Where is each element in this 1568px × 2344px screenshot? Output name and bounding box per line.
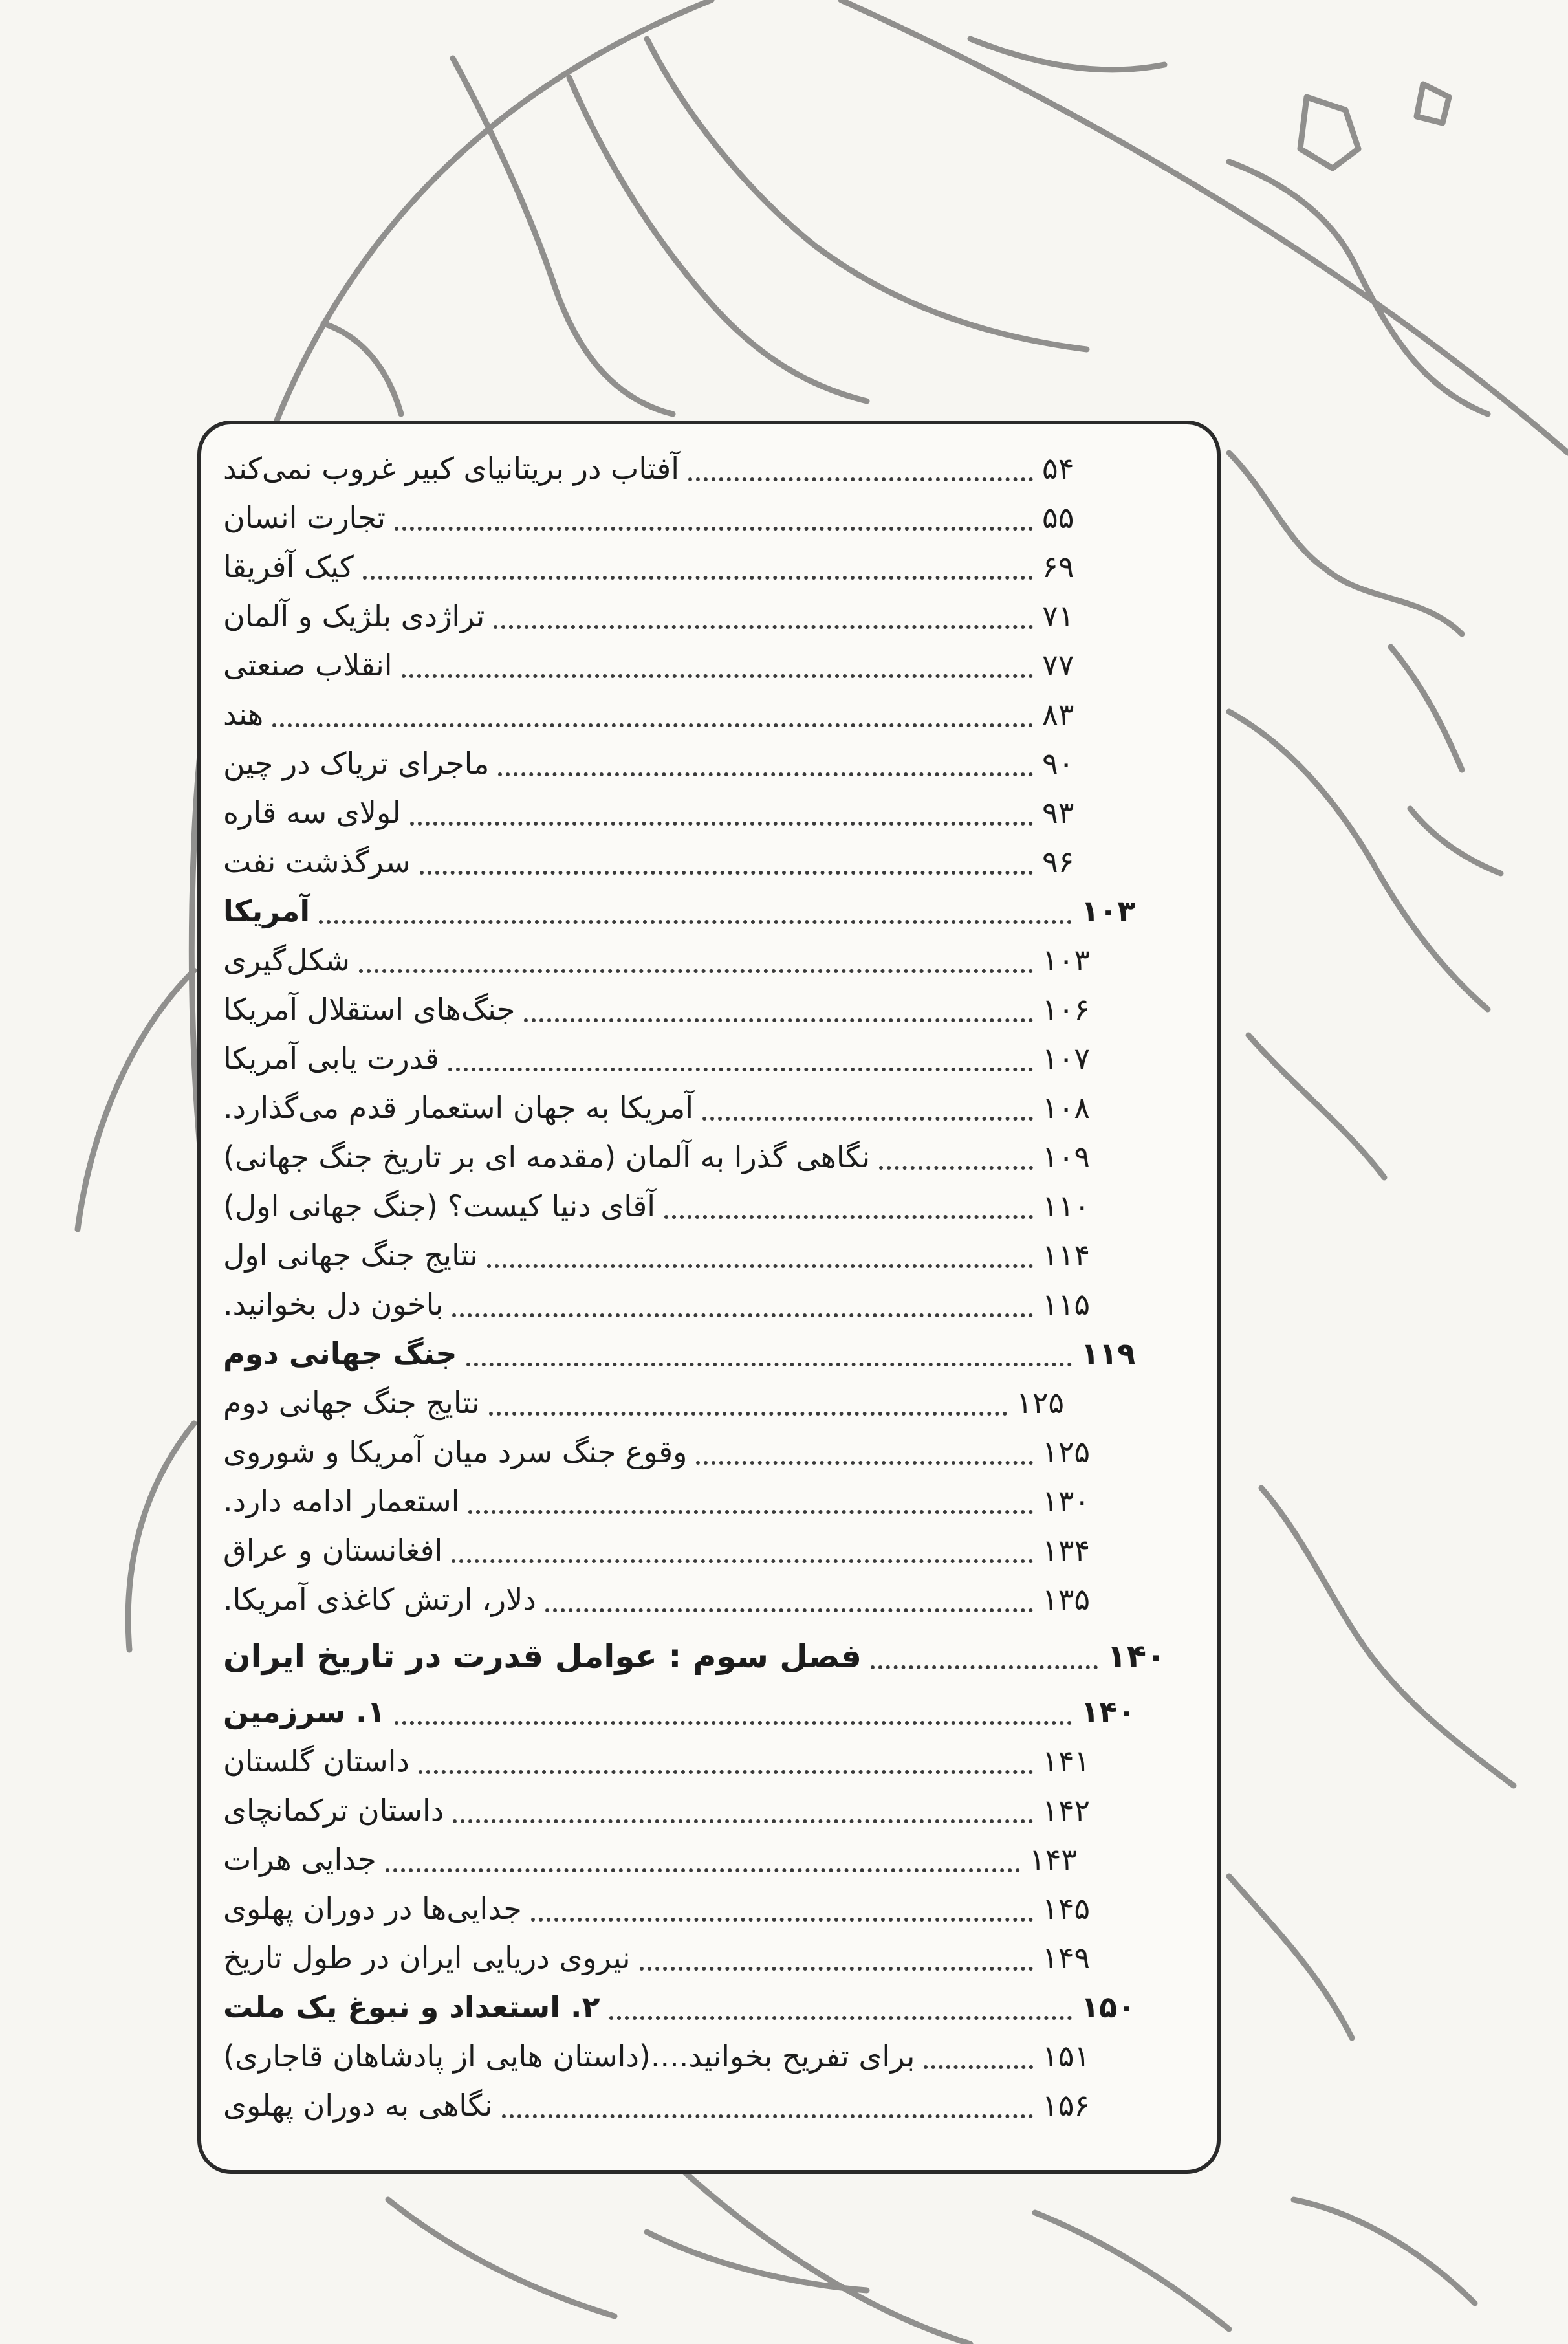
toc-entry-title: داستان گلستان — [223, 1744, 409, 1779]
toc-dot-leader — [359, 969, 1033, 973]
toc-entry-page-number: ۱۴۰ — [1081, 1694, 1136, 1729]
toc-entry-page-number: ۱۲۵ — [1016, 1385, 1065, 1420]
toc-dot-leader — [609, 2016, 1072, 2020]
toc-entry-title: نیروی دریایی ایران در طول تاریخ — [223, 1940, 631, 1975]
toc-dot-leader — [498, 772, 1033, 776]
toc-entry-title: جنگ‌های استقلال آمریکا — [223, 992, 516, 1027]
toc-dot-leader — [395, 527, 1033, 531]
toc-dot-leader — [487, 1264, 1033, 1268]
toc-entry-page-number: ۵۴ — [1042, 451, 1074, 486]
toc-entry — [223, 837, 1113, 886]
toc-entry — [223, 1632, 1178, 1681]
toc-entry — [223, 886, 1152, 936]
toc-entry-page-number: ۱۱۰ — [1042, 1188, 1091, 1223]
toc-dot-leader — [545, 1608, 1033, 1612]
toc-entry-title: آقای دنیا کیست؟ (جنگ جهانی اول) — [223, 1188, 656, 1223]
toc-entry-page-number: ۱۴۲ — [1042, 1793, 1091, 1828]
toc-dot-leader — [871, 1665, 1098, 1669]
toc-dot-leader — [924, 2065, 1033, 2069]
toc-entry-title: دلار، ارتش کاغذی آمریکا. — [223, 1582, 536, 1617]
toc-entry-title: وقوع جنگ سرد میان آمریکا و شوروی — [223, 1434, 688, 1469]
toc-entry-page-number: ۱۱۴ — [1042, 1238, 1091, 1273]
toc-dot-leader — [419, 1770, 1033, 1774]
toc-entry — [223, 1034, 1113, 1083]
toc-entry-title: نگاهی به دوران پهلوی — [223, 2088, 493, 2123]
toc-entry — [223, 1181, 1113, 1231]
toc-entry-page-number: ۱۰۷ — [1042, 1041, 1091, 1076]
toc-entry — [223, 1427, 1113, 1476]
toc-dot-leader — [531, 1918, 1033, 1922]
toc-entry — [223, 1526, 1113, 1575]
toc-dot-leader — [524, 1018, 1033, 1022]
toc-entry — [223, 1575, 1113, 1624]
toc-dot-leader — [420, 871, 1033, 875]
toc-entry-title: شکل‌گیری — [223, 943, 350, 978]
toc-dot-leader — [272, 723, 1033, 727]
toc-entry-title: فصل سوم : عوامل قدرت در تاریخ ایران — [223, 1638, 862, 1675]
toc-dot-leader — [466, 1363, 1072, 1366]
toc-entry-title: نگاهی گذرا به آلمان (مقدمه ای بر تاریخ جنگ جهانی) — [223, 1139, 871, 1174]
toc-dot-leader — [688, 477, 1033, 481]
toc-entry-page-number: ۸۳ — [1042, 697, 1074, 732]
toc-entry-page-number: ۵۵ — [1042, 500, 1074, 535]
toc-entry — [223, 591, 1113, 641]
table-of-contents-box — [197, 421, 1221, 2174]
toc-dot-leader — [363, 576, 1033, 580]
toc-dot-leader — [468, 1510, 1033, 1514]
toc-entry-title: نتایج جنگ جهانی اول — [223, 1238, 478, 1273]
toc-entry — [223, 739, 1113, 788]
toc-dot-leader — [453, 1819, 1033, 1823]
toc-dot-leader — [452, 1559, 1033, 1563]
toc-entry-page-number: ۹۳ — [1042, 795, 1074, 830]
toc-entry — [223, 1280, 1113, 1329]
toc-entry-page-number: ۱۰۳ — [1081, 893, 1136, 928]
toc-entry — [223, 542, 1113, 591]
toc-dot-leader — [879, 1166, 1033, 1170]
toc-entry-page-number: ۶۹ — [1042, 549, 1074, 584]
toc-entry-page-number: ۱۰۸ — [1042, 1090, 1091, 1125]
toc-entry — [223, 444, 1113, 493]
toc-entry — [223, 690, 1113, 739]
toc-entry-title: کیک آفریقا — [223, 549, 354, 584]
toc-entry-page-number: ۱۵۱ — [1042, 2039, 1091, 2074]
toc-entry — [223, 1329, 1152, 1378]
toc-entry-title: جدایی‌ها در دوران پهلوی — [223, 1891, 522, 1926]
toc-entry-title: انقلاب صنعتی — [223, 648, 393, 683]
toc-entry-title: آفتاب در بریتانیای کبیر غروب نمی‌کند — [223, 451, 680, 486]
toc-entry-title: آمریکا به جهان استعمار قدم می‌گذارد. — [223, 1090, 693, 1125]
toc-entry — [223, 2032, 1113, 2081]
toc-entry-title: افغانستان و عراق — [223, 1533, 443, 1568]
toc-dot-leader — [386, 1868, 1020, 1872]
toc-entry-page-number: ۱۳۰ — [1042, 1484, 1091, 1518]
toc-entry — [223, 1736, 1113, 1786]
toc-entry-title: آمریکا — [223, 893, 310, 928]
toc-dot-leader — [489, 1412, 1007, 1416]
toc-entry — [223, 1231, 1113, 1280]
toc-entry-title: برای تفریح بخوانید....(داستان هایی از پادشاهان قاجاری) — [223, 2039, 915, 2074]
toc-entry-title: ۱. سرزمین — [223, 1694, 386, 1729]
toc-dot-leader — [494, 625, 1033, 629]
table-of-contents — [201, 424, 1217, 2170]
toc-dot-leader — [696, 1461, 1033, 1465]
toc-dot-leader — [640, 1967, 1033, 1971]
toc-entry-title: تراژدی بلژیک و آلمان — [223, 598, 485, 633]
toc-dot-leader — [410, 822, 1033, 826]
toc-entry-title: باخون دل بخوانید. — [223, 1287, 444, 1322]
toc-entry — [223, 1933, 1113, 1982]
toc-entry-page-number: ۷۷ — [1042, 648, 1074, 683]
toc-entry-title: جدایی هرات — [223, 1842, 376, 1877]
toc-entry-title: ماجرای تریاک در چین — [223, 746, 490, 781]
toc-entry — [223, 985, 1113, 1034]
toc-entry — [223, 1884, 1113, 1933]
toc-entry — [223, 493, 1113, 542]
toc-entry — [223, 1378, 1087, 1427]
toc-entry-title: لولای سه قاره — [223, 795, 401, 830]
toc-entry — [223, 1982, 1152, 2032]
toc-dot-leader — [502, 2114, 1033, 2118]
toc-entry-title: ۲. استعداد و نبوغ یک ملت — [223, 1989, 600, 2024]
toc-dot-leader — [402, 674, 1033, 678]
toc-dot-leader — [448, 1068, 1033, 1071]
toc-entry-page-number: ۹۰ — [1042, 746, 1074, 781]
toc-entry-title: سرگذشت نفت — [223, 844, 411, 879]
toc-entry — [223, 1083, 1113, 1132]
toc-entry — [223, 1687, 1152, 1736]
toc-entry-page-number: ۱۴۱ — [1042, 1744, 1091, 1779]
toc-entry-page-number: ۹۶ — [1042, 844, 1074, 879]
toc-entry-title: داستان ترکمانچای — [223, 1793, 444, 1828]
toc-entry-page-number: ۱۴۳ — [1029, 1842, 1078, 1877]
toc-dot-leader — [319, 920, 1072, 924]
toc-entry-page-number: ۱۳۵ — [1042, 1582, 1091, 1617]
toc-entry-page-number: ۱۱۹ — [1081, 1336, 1136, 1371]
toc-entry — [223, 641, 1113, 690]
toc-dot-leader — [395, 1721, 1072, 1725]
toc-entry-page-number: ۱۴۵ — [1042, 1891, 1091, 1926]
toc-entry-page-number: ۱۲۵ — [1042, 1434, 1091, 1469]
toc-entry-page-number: ۱۵۶ — [1042, 2088, 1091, 2123]
toc-entry — [223, 2081, 1113, 2130]
toc-dot-leader — [452, 1313, 1033, 1317]
toc-entry — [223, 936, 1113, 985]
toc-entry-page-number: ۷۱ — [1042, 598, 1074, 633]
toc-dot-leader — [664, 1215, 1033, 1219]
toc-entry — [223, 1786, 1113, 1835]
toc-entry-page-number: ۱۰۳ — [1042, 943, 1091, 978]
toc-entry-title: قدرت یابی آمریکا — [223, 1041, 439, 1076]
toc-entry — [223, 788, 1113, 837]
toc-entry-page-number: ۱۱۵ — [1042, 1287, 1091, 1322]
toc-entry — [223, 1835, 1100, 1884]
toc-entry-page-number: ۱۵۰ — [1081, 1989, 1136, 2024]
toc-entry — [223, 1476, 1113, 1526]
toc-dot-leader — [702, 1117, 1033, 1121]
toc-entry-title: تجارت انسان — [223, 500, 386, 535]
toc-entry-page-number: ۱۰۶ — [1042, 992, 1091, 1027]
toc-entry-page-number: ۱۰۹ — [1042, 1139, 1091, 1174]
toc-entry-page-number: ۱۴۹ — [1042, 1940, 1091, 1975]
toc-entry-title: استعمار ادامه دارد. — [223, 1484, 460, 1518]
toc-entry-page-number: ۱۴۰ — [1107, 1638, 1166, 1675]
toc-entry-title: جنگ جهانی دوم — [223, 1336, 457, 1371]
toc-entry-page-number: ۱۳۴ — [1042, 1533, 1091, 1568]
toc-entry-title: هند — [223, 697, 264, 732]
toc-entry — [223, 1132, 1113, 1181]
toc-entry-title: نتایج جنگ جهانی دوم — [223, 1385, 480, 1420]
